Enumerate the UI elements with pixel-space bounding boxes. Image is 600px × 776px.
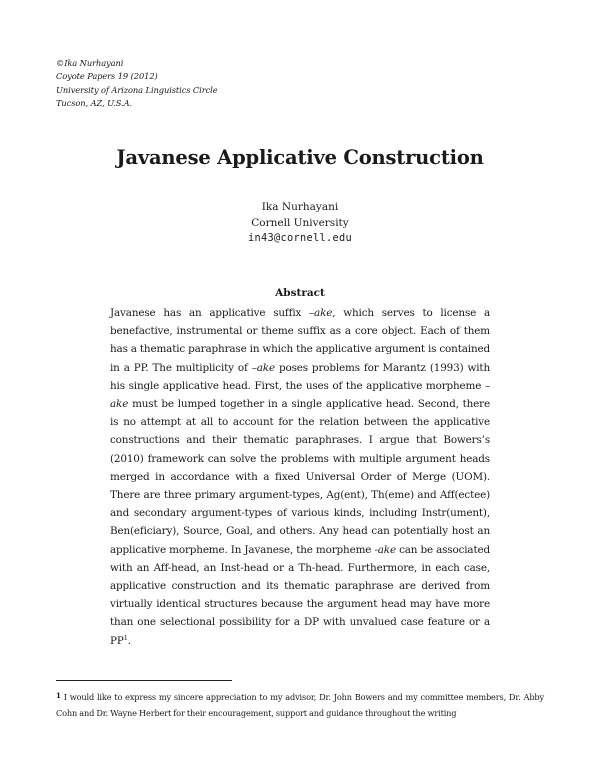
footnote-reference[interactable]: 1 xyxy=(123,633,128,642)
author-name: Ika Nurhayani xyxy=(261,201,339,213)
abstract-text: Javanese has an applicative suffix xyxy=(110,307,310,319)
copyright-line: ©Ika Nurhayani xyxy=(56,58,124,68)
publisher-line: University of Arizona Linguistics Circle xyxy=(56,84,218,95)
abstract-text: . xyxy=(127,634,131,647)
abstract-emphasis: –ake xyxy=(309,307,333,319)
abstract-text: poses problems for Marantz (1993) with his single applicative head. First, the uses of the applicative morpheme xyxy=(110,361,490,392)
abstract-text: , which serves to license a benefactive, instrumental or theme suffix as a core object. Each of them has a thematic paraphrase in which the applicative argument is contained in a PP. The multiplicity of xyxy=(110,307,490,374)
footnote-mark: 1 xyxy=(56,691,61,700)
abstract-text: must be lumped together in a single applicative head. Second, there is no attempt at all to account for the relation between the applicative constructions and their thematic paraphrases. I argue that Bowers’s (2010) framework can solve the problems with multiple argument heads merged in accordance with a fixed Universal Order of Merge (UOM). There are three primary argument-types, Ag(ent), Th(eme) and Aff(ectee) and secondary argument-types of various kinds, including Instr(ument), Ben(eficiary), Source, Goal, and others. Any head can potentially host an applicative morpheme. In Javanese, the morpheme xyxy=(110,398,490,556)
abstract-emphasis: –ake xyxy=(110,379,490,411)
abstract-text: can be associated with an Aff-head, an Inst-head or a Th-head. Furthermore, in each case, applicative construction and its thematic paraphrase are derived from virtually identical structures because the argument head may have more than one selectional possibility for a DP with unvalued case feature or a PP xyxy=(110,543,490,647)
author-affiliation: Cornell University xyxy=(251,216,349,229)
abstract-emphasis: -ake xyxy=(374,543,396,556)
author-email: in43@cornell.edu xyxy=(248,232,352,244)
abstract-heading: Abstract xyxy=(275,287,325,299)
publication-header xyxy=(56,57,218,110)
paper-title: Javanese Applicative Construction xyxy=(116,146,484,169)
location-line: Tucson, AZ, U.S.A. xyxy=(56,97,133,108)
author-block xyxy=(0,200,600,247)
abstract-emphasis: –ake xyxy=(251,361,275,374)
abstract-body xyxy=(110,304,490,650)
footnote xyxy=(56,688,544,721)
footnote-text: I would like to express my sincere appreciation to my advisor, Dr. John Bowers and my committee members, Dr. Abby Cohn and Dr. Wayne Herbert for their encouragement, support and guidance throughout the writing xyxy=(56,692,544,718)
journal-line: Coyote Papers 19 (2012) xyxy=(56,71,158,82)
footnote-divider xyxy=(56,680,232,681)
